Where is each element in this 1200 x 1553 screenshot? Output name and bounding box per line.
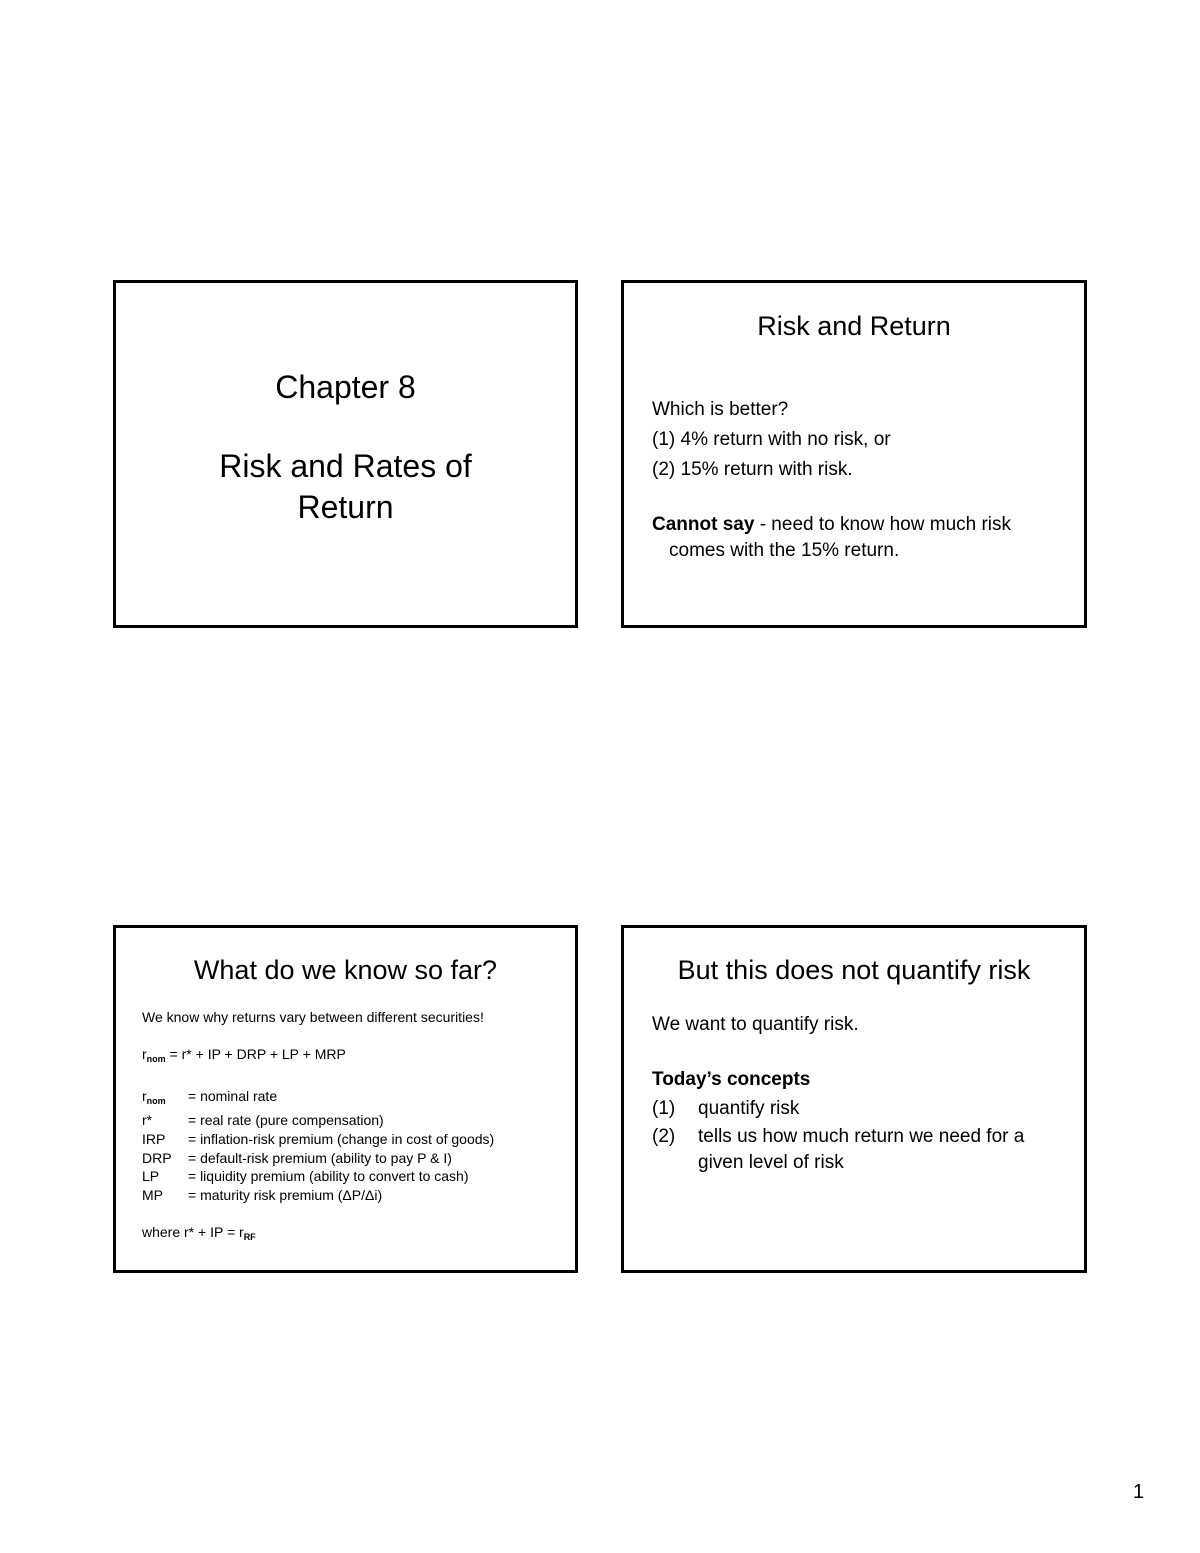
intro-text: We want to quantify risk.	[652, 1014, 859, 1035]
concepts-heading: Today’s concepts	[652, 1069, 811, 1090]
definition-row: IRP = inflation-risk premium (change in cost of goods)	[142, 1130, 495, 1147]
concept-item: (1) quantify risk	[652, 1098, 800, 1119]
chapter-number: Chapter 8	[275, 369, 416, 405]
answer-paragraph	[652, 512, 1072, 564]
slide-title: Risk and Return	[757, 311, 951, 341]
slide-title: What do we know so far?	[193, 955, 498, 985]
slide-body	[652, 1010, 1072, 1176]
definition-row: LP = liquidity premium (ability to convert to cash)	[142, 1168, 469, 1185]
definitions-list	[142, 1087, 562, 1204]
slide-chapter-title	[113, 280, 578, 628]
chapter-title-line1: Risk and Rates of	[219, 448, 472, 484]
slide-body	[142, 1008, 562, 1247]
definition-row: r* = real rate (pure compensation)	[142, 1112, 384, 1129]
answer-rest: - need to know how much risk comes with the 15% return.	[669, 514, 1012, 561]
answer-bold: Cannot say	[652, 514, 755, 535]
slide-title: But this does not quantify risk	[677, 955, 1031, 985]
question-text: Which is better?	[652, 399, 789, 420]
slide-risk-and-return	[621, 280, 1087, 628]
definition-row: MP = maturity risk premium (ΔP/Δi)	[142, 1186, 383, 1203]
slide-what-do-we-know	[113, 925, 578, 1273]
definition-row: DRP = default-risk premium (ability to pay P & I)	[142, 1149, 452, 1166]
return-equation: $r_{nom} = r*$ + IP + DRP + LP + MRP	[142, 1046, 346, 1065]
intro-text: We know why returns vary between different securities!	[142, 1009, 484, 1025]
option-1: (1) 4% return with no risk, or	[652, 429, 891, 450]
page-number: 1	[1133, 1481, 1145, 1503]
concept-item: (2) tells us how much return we need for a given level of risk	[652, 1126, 1025, 1173]
chapter-title-block	[116, 367, 575, 528]
option-2: (2) 15% return with risk.	[652, 459, 853, 480]
slide-body	[652, 395, 1072, 564]
slide-quantify-risk	[621, 925, 1087, 1273]
definition-row: $r_{nom}$ = nominal rate	[142, 1088, 278, 1107]
risk-free-note: where r* + IP = $r_{RF}$	[142, 1224, 256, 1243]
chapter-title-line2: Return	[297, 489, 394, 525]
